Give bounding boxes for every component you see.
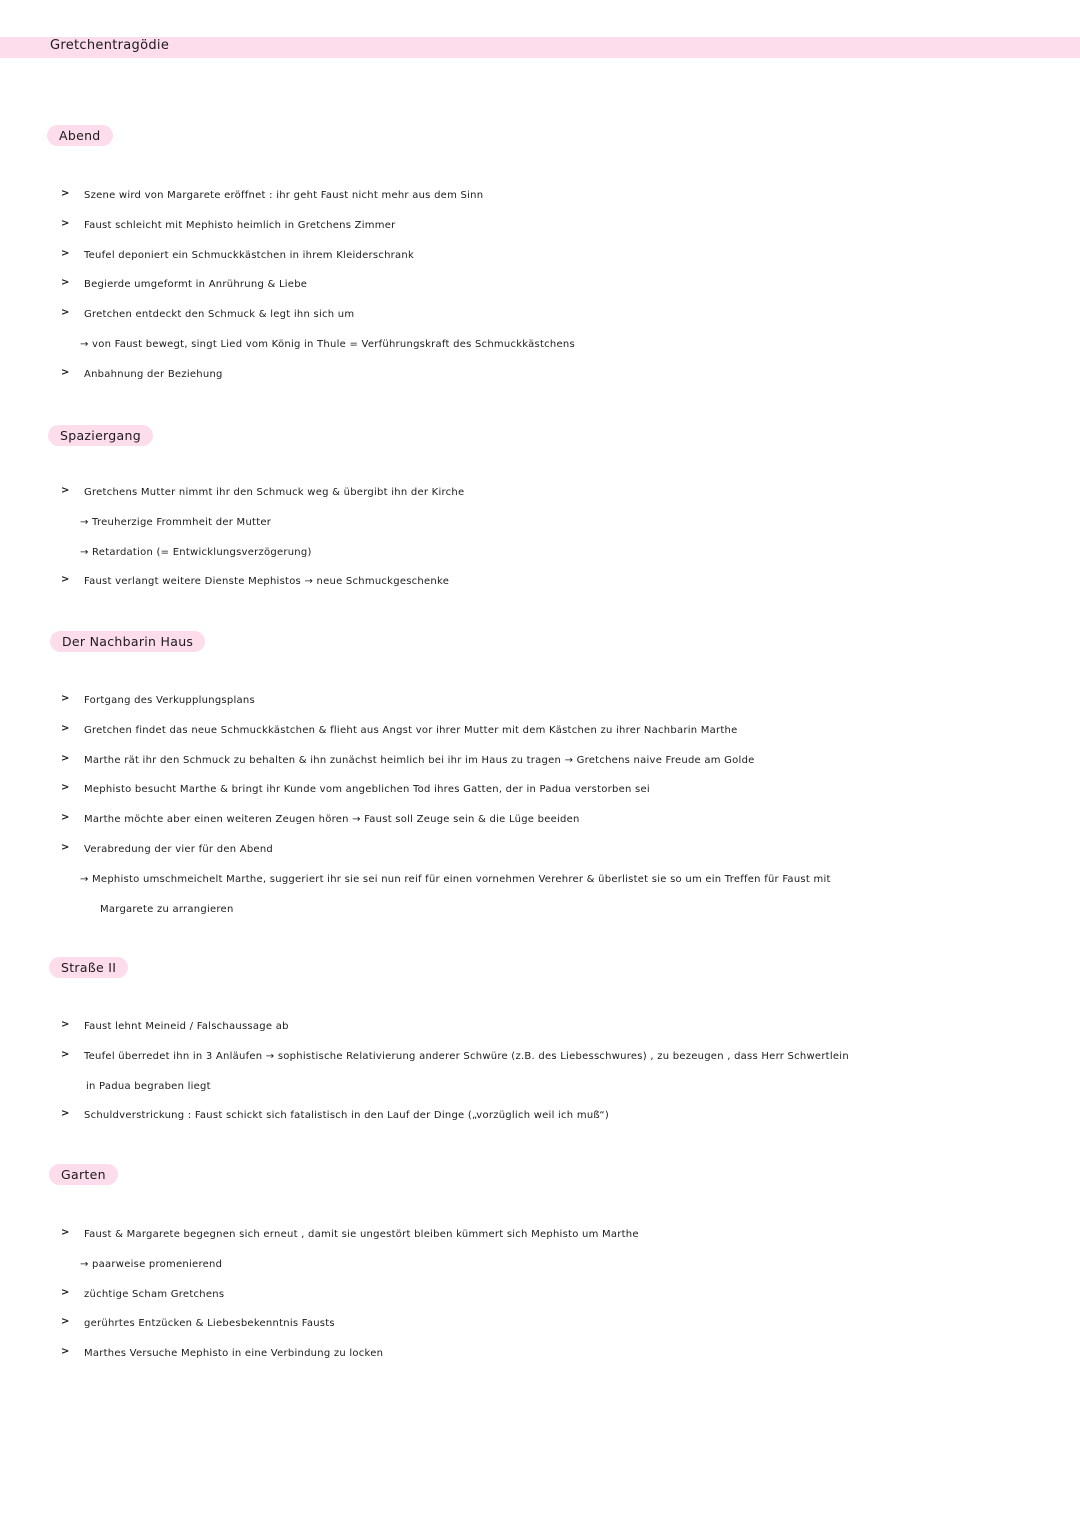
note-line: Faust verlangt weitere Dienste Mephistos → neue Schmuckgeschenke — [84, 576, 450, 588]
bullet-marker-icon: > — [61, 782, 70, 794]
bullet-marker-icon: > — [61, 366, 70, 378]
bullet-marker-icon: > — [61, 1019, 70, 1030]
note-line: Teufel deponiert ein Schmuckkästchen in ihrem Kleiderschrank — [84, 249, 415, 261]
note-line: Schuldverstrickung : Faust schickt sich fatalistisch in den Lauf der Dinge („vorzüglich weil ich muß“) — [84, 1110, 609, 1122]
bullet-marker-icon: > — [61, 842, 70, 853]
bullet-marker-icon: > — [61, 1286, 70, 1298]
page-title: Gretchentragödie — [50, 38, 170, 53]
sub-note-line: → paarweise promenierend — [80, 1258, 223, 1270]
bullet-marker-icon: > — [61, 277, 70, 289]
note-line: Gretchen findet das neue Schmuckkästchen & flieht aus Angst vor ihrer Mutter mit dem Kästchen zu ihrer Nachbarin Marthe — [84, 724, 738, 736]
note-line: Faust schleicht mit Mephisto heimlich in Gretchens Zimmer — [84, 219, 396, 231]
section-heading: Straße II — [49, 957, 128, 978]
note-line: Szene wird von Margarete eröffnet : ihr geht Faust nicht mehr aus dem Sinn — [84, 190, 484, 201]
bullet-marker-icon: > — [61, 247, 70, 259]
section-heading: Abend — [47, 125, 113, 146]
bullet-marker-icon: > — [61, 217, 70, 229]
sub-note-line: → von Faust bewegt, singt Lied vom König in Thule = Verführungskraft des Schmuckkästchens — [80, 339, 575, 350]
bullet-marker-icon: > — [61, 1048, 70, 1060]
note-line: Faust & Margarete begegnen sich erneut , damit sie ungestört bleiben kümmert sich Mephisto um Marthe — [84, 1229, 639, 1240]
bullet-marker-icon: > — [61, 752, 70, 764]
bullet-marker-icon: > — [61, 693, 70, 704]
section-heading: Garten — [49, 1164, 118, 1185]
note-line: Margarete zu arrangieren — [100, 903, 234, 915]
bullet-marker-icon: > — [61, 1108, 70, 1120]
note-line: Marthe rät ihr den Schmuck zu behalten & ihn zunächst heimlich bei ihr im Haus zu tragen → Gretchens naive Freude am Golde — [84, 754, 755, 766]
bullet-marker-icon: > — [61, 485, 70, 496]
sub-note-line: → Mephisto umschmeichelt Marthe, suggeriert ihr sie sei nun reif für einen vornehmen Verehrer & überlistet sie so um ein Treffen für Faust mit — [80, 873, 831, 885]
note-line: Begierde umgeformt in Anrührung & Liebe — [84, 279, 308, 291]
note-line: Anbahnung der Beziehung — [84, 368, 223, 380]
note-line: Gretchens Mutter nimmt ihr den Schmuck weg & übergibt ihn der Kirche — [84, 487, 465, 498]
bullet-marker-icon: > — [61, 1346, 70, 1358]
note-line: Faust lehnt Meineid / Falschaussage ab — [84, 1021, 289, 1032]
note-line: Marthe möchte aber einen weiteren Zeugen hören → Faust soll Zeuge sein & die Lüge beeiden — [84, 814, 580, 826]
bullet-marker-icon: > — [61, 1227, 70, 1238]
note-line: Gretchen entdeckt den Schmuck & legt ihn sich um — [84, 309, 355, 321]
note-line: Fortgang des Verkupplungsplans — [84, 695, 255, 706]
section-heading: Spaziergang — [48, 425, 153, 446]
section-heading: Der Nachbarin Haus — [50, 631, 205, 652]
bullet-marker-icon: > — [61, 188, 70, 199]
sub-note-line: → Retardation (= Entwicklungsverzögerung) — [80, 546, 312, 558]
bullet-marker-icon: > — [61, 722, 70, 734]
note-line: Verabredung der vier für den Abend — [84, 844, 274, 855]
bullet-marker-icon: > — [61, 574, 70, 586]
note-line: in Padua begraben liegt — [86, 1080, 211, 1092]
bullet-marker-icon: > — [61, 307, 70, 319]
sub-note-line: → Treuherzige Frommheit der Mutter — [80, 516, 272, 528]
bullet-marker-icon: > — [61, 812, 70, 824]
note-line: Teufel überredet ihn in 3 Anläufen → sophistische Relativierung anderer Schwüre (z.B. des Liebesschwures) , zu bezeugen , dass Herr Schwertlein — [84, 1050, 849, 1062]
bullet-marker-icon: > — [61, 1316, 70, 1328]
note-line: züchtige Scham Gretchens — [84, 1288, 225, 1300]
note-line: Marthes Versuche Mephisto in eine Verbindung zu locken — [84, 1348, 384, 1360]
note-line: gerührtes Entzücken & Liebesbekenntnis Fausts — [84, 1318, 335, 1330]
note-line: Mephisto besucht Marthe & bringt ihr Kunde vom angeblichen Tod ihres Gatten, der in Padua verstorben sei — [84, 784, 650, 796]
